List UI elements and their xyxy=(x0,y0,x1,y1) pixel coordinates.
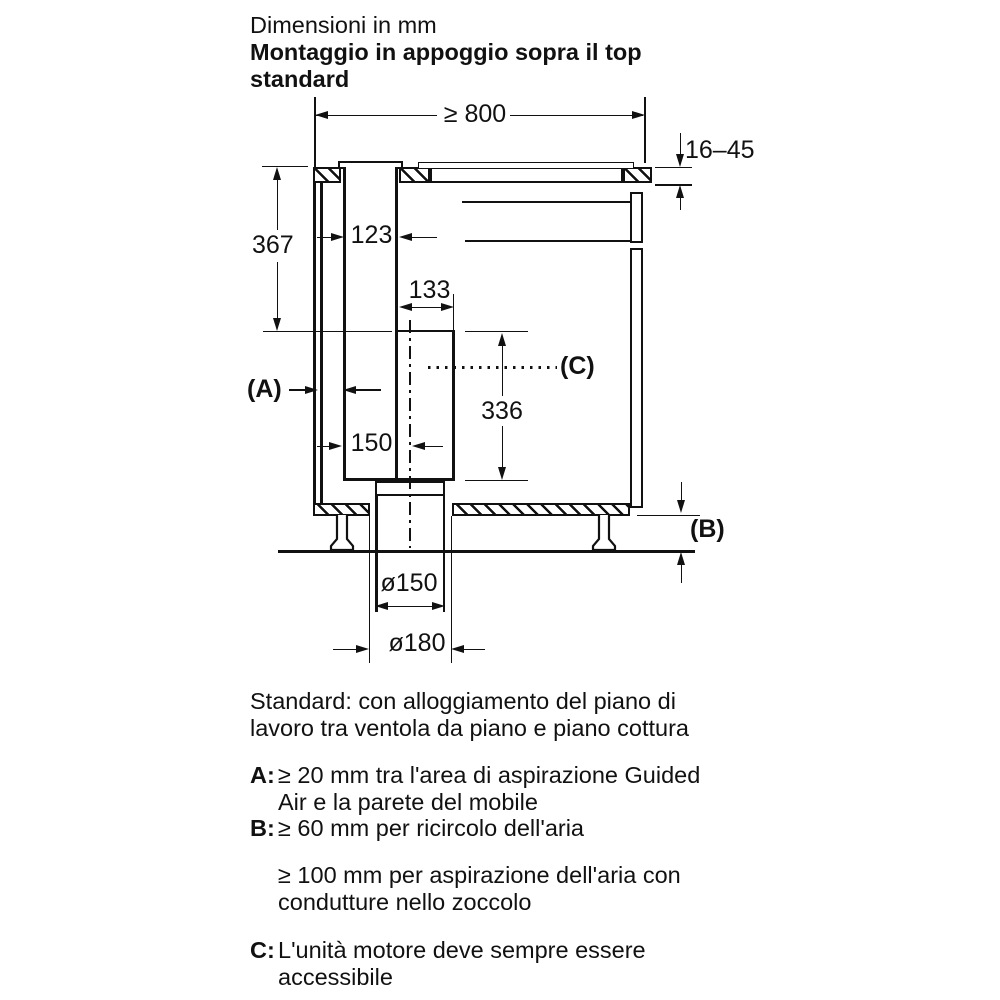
note-c-text: L'unità motore deve sempre essere accessibile xyxy=(278,937,646,990)
dim-800-ext-line-left xyxy=(314,97,316,167)
worktop-hatch-middle xyxy=(399,167,430,183)
dim-d150-label: ø150 xyxy=(380,569,438,597)
drawer-front-panel xyxy=(630,192,643,243)
dim-800-arrow-left-icon xyxy=(315,111,328,119)
ref-b-label: (B) xyxy=(690,515,725,543)
adjustable-foot-left xyxy=(329,515,355,553)
dim-16-45-label: 16–45 xyxy=(685,136,755,164)
dim-d180-stem-right xyxy=(464,649,485,651)
dim-16-45-stem-top xyxy=(680,133,682,155)
motor-access-dotted-line xyxy=(428,366,557,369)
dim-800-line-left xyxy=(316,115,437,117)
dim-123-label: 123 xyxy=(350,221,393,249)
dim-133-ext-line xyxy=(453,294,455,331)
floor-line xyxy=(278,550,695,553)
note-row-b xyxy=(250,815,736,842)
dim-123-stem-left xyxy=(317,237,332,239)
note-a-label: A: xyxy=(250,762,275,788)
drawer-line-top xyxy=(462,201,630,203)
dim-d180-label: ø180 xyxy=(388,629,446,657)
worktop-strip xyxy=(430,167,623,183)
dim-150-arrow-right-icon xyxy=(329,442,342,450)
worktop-hatch-left xyxy=(313,167,341,183)
ref-b-stem-bottom xyxy=(681,564,683,583)
ref-b-arrow-down-icon xyxy=(677,500,685,513)
note-standard: Standard: con alloggiamento del piano di lavoro tra ventola da piano e piano cottura xyxy=(250,688,689,741)
dim-367-arrow-down-icon xyxy=(273,318,281,331)
dim-16-45-arrow-up-icon xyxy=(676,185,684,198)
ref-b-stem-top xyxy=(681,482,683,501)
drawing-title: Montaggio in appoggio sopra il top standard xyxy=(250,39,642,92)
dim-336-arrow-down-icon xyxy=(498,467,506,480)
dim-800-label: ≥ 800 xyxy=(443,100,507,128)
note-row-c xyxy=(250,937,736,990)
dim-d150-arrow-right-icon xyxy=(432,602,445,610)
dim-336-label: 336 xyxy=(481,397,523,425)
ref-c-label: (C) xyxy=(560,352,595,380)
dim-d180-arrow-left-icon xyxy=(451,645,464,653)
dim-16-45-ext-top xyxy=(655,167,692,169)
ref-a-stem-left xyxy=(289,389,306,391)
cutout-d180-line-left xyxy=(369,516,371,663)
drawing-units-note: Dimensioni in mm xyxy=(250,12,437,38)
dim-d180-arrow-right-icon xyxy=(356,645,369,653)
dim-150-arrow-left-icon xyxy=(412,442,425,450)
note-a-text: ≥ 20 mm tra l'area di aspirazione Guided Air e la parete del mobile xyxy=(278,762,701,815)
dim-133-label: 133 xyxy=(408,276,451,304)
dim-123-arrow-left-icon xyxy=(399,233,412,241)
note-b-text: ≥ 60 mm per ricircolo dell'aria xyxy=(278,815,585,841)
dim-800-arrow-right-icon xyxy=(632,111,645,119)
note-c-label: C: xyxy=(250,937,275,963)
dim-16-45-arrow-down-icon xyxy=(676,154,684,167)
ref-a-arrow-left-icon xyxy=(343,386,356,394)
note-b-label: B: xyxy=(250,815,275,841)
note-row-a xyxy=(250,762,736,815)
dim-336-line-top xyxy=(502,345,504,396)
dim-367-label: 367 xyxy=(252,231,294,259)
cabinet-left-wall-inner xyxy=(320,182,323,504)
dim-367-line-bottom xyxy=(277,262,279,319)
ref-a-label: (A) xyxy=(247,375,282,403)
dim-d150-line xyxy=(386,606,434,608)
ref-line-367-bottom xyxy=(263,331,392,333)
motor-unit-box xyxy=(398,330,455,481)
dim-336-line-bottom xyxy=(502,426,504,468)
note-b2-text: ≥ 100 mm per aspirazione dell'aria con condutture nello zoccolo xyxy=(278,862,681,915)
ref-line-336-top xyxy=(465,331,528,333)
adjustable-foot-right xyxy=(591,515,617,553)
dim-150-label: 150 xyxy=(350,429,393,457)
dim-367-line-top xyxy=(277,179,279,230)
dim-d180-stem-left xyxy=(333,649,357,651)
ref-line-336-bottom xyxy=(465,480,528,482)
dim-123-arrow-right-icon xyxy=(331,233,344,241)
drawer-line-bottom xyxy=(465,240,630,242)
dim-367-ref-tick-top xyxy=(262,166,308,168)
dim-123-stem-right xyxy=(412,237,437,239)
dim-133-line xyxy=(410,307,443,309)
dim-800-ext-line-right xyxy=(644,97,646,163)
cooktop-plate xyxy=(418,162,634,169)
dim-16-45-ext-bottom xyxy=(655,184,692,186)
ref-a-arrow-right-icon xyxy=(305,386,318,394)
cabinet-right-door xyxy=(630,248,643,508)
worktop-hatch-right xyxy=(623,167,652,183)
dim-150-stem-right xyxy=(425,446,443,448)
cabinet-left-wall-outer xyxy=(313,182,316,504)
ref-a-stem-right xyxy=(356,389,381,391)
dim-800-line-right xyxy=(510,115,643,117)
duct-center-line xyxy=(409,320,411,548)
